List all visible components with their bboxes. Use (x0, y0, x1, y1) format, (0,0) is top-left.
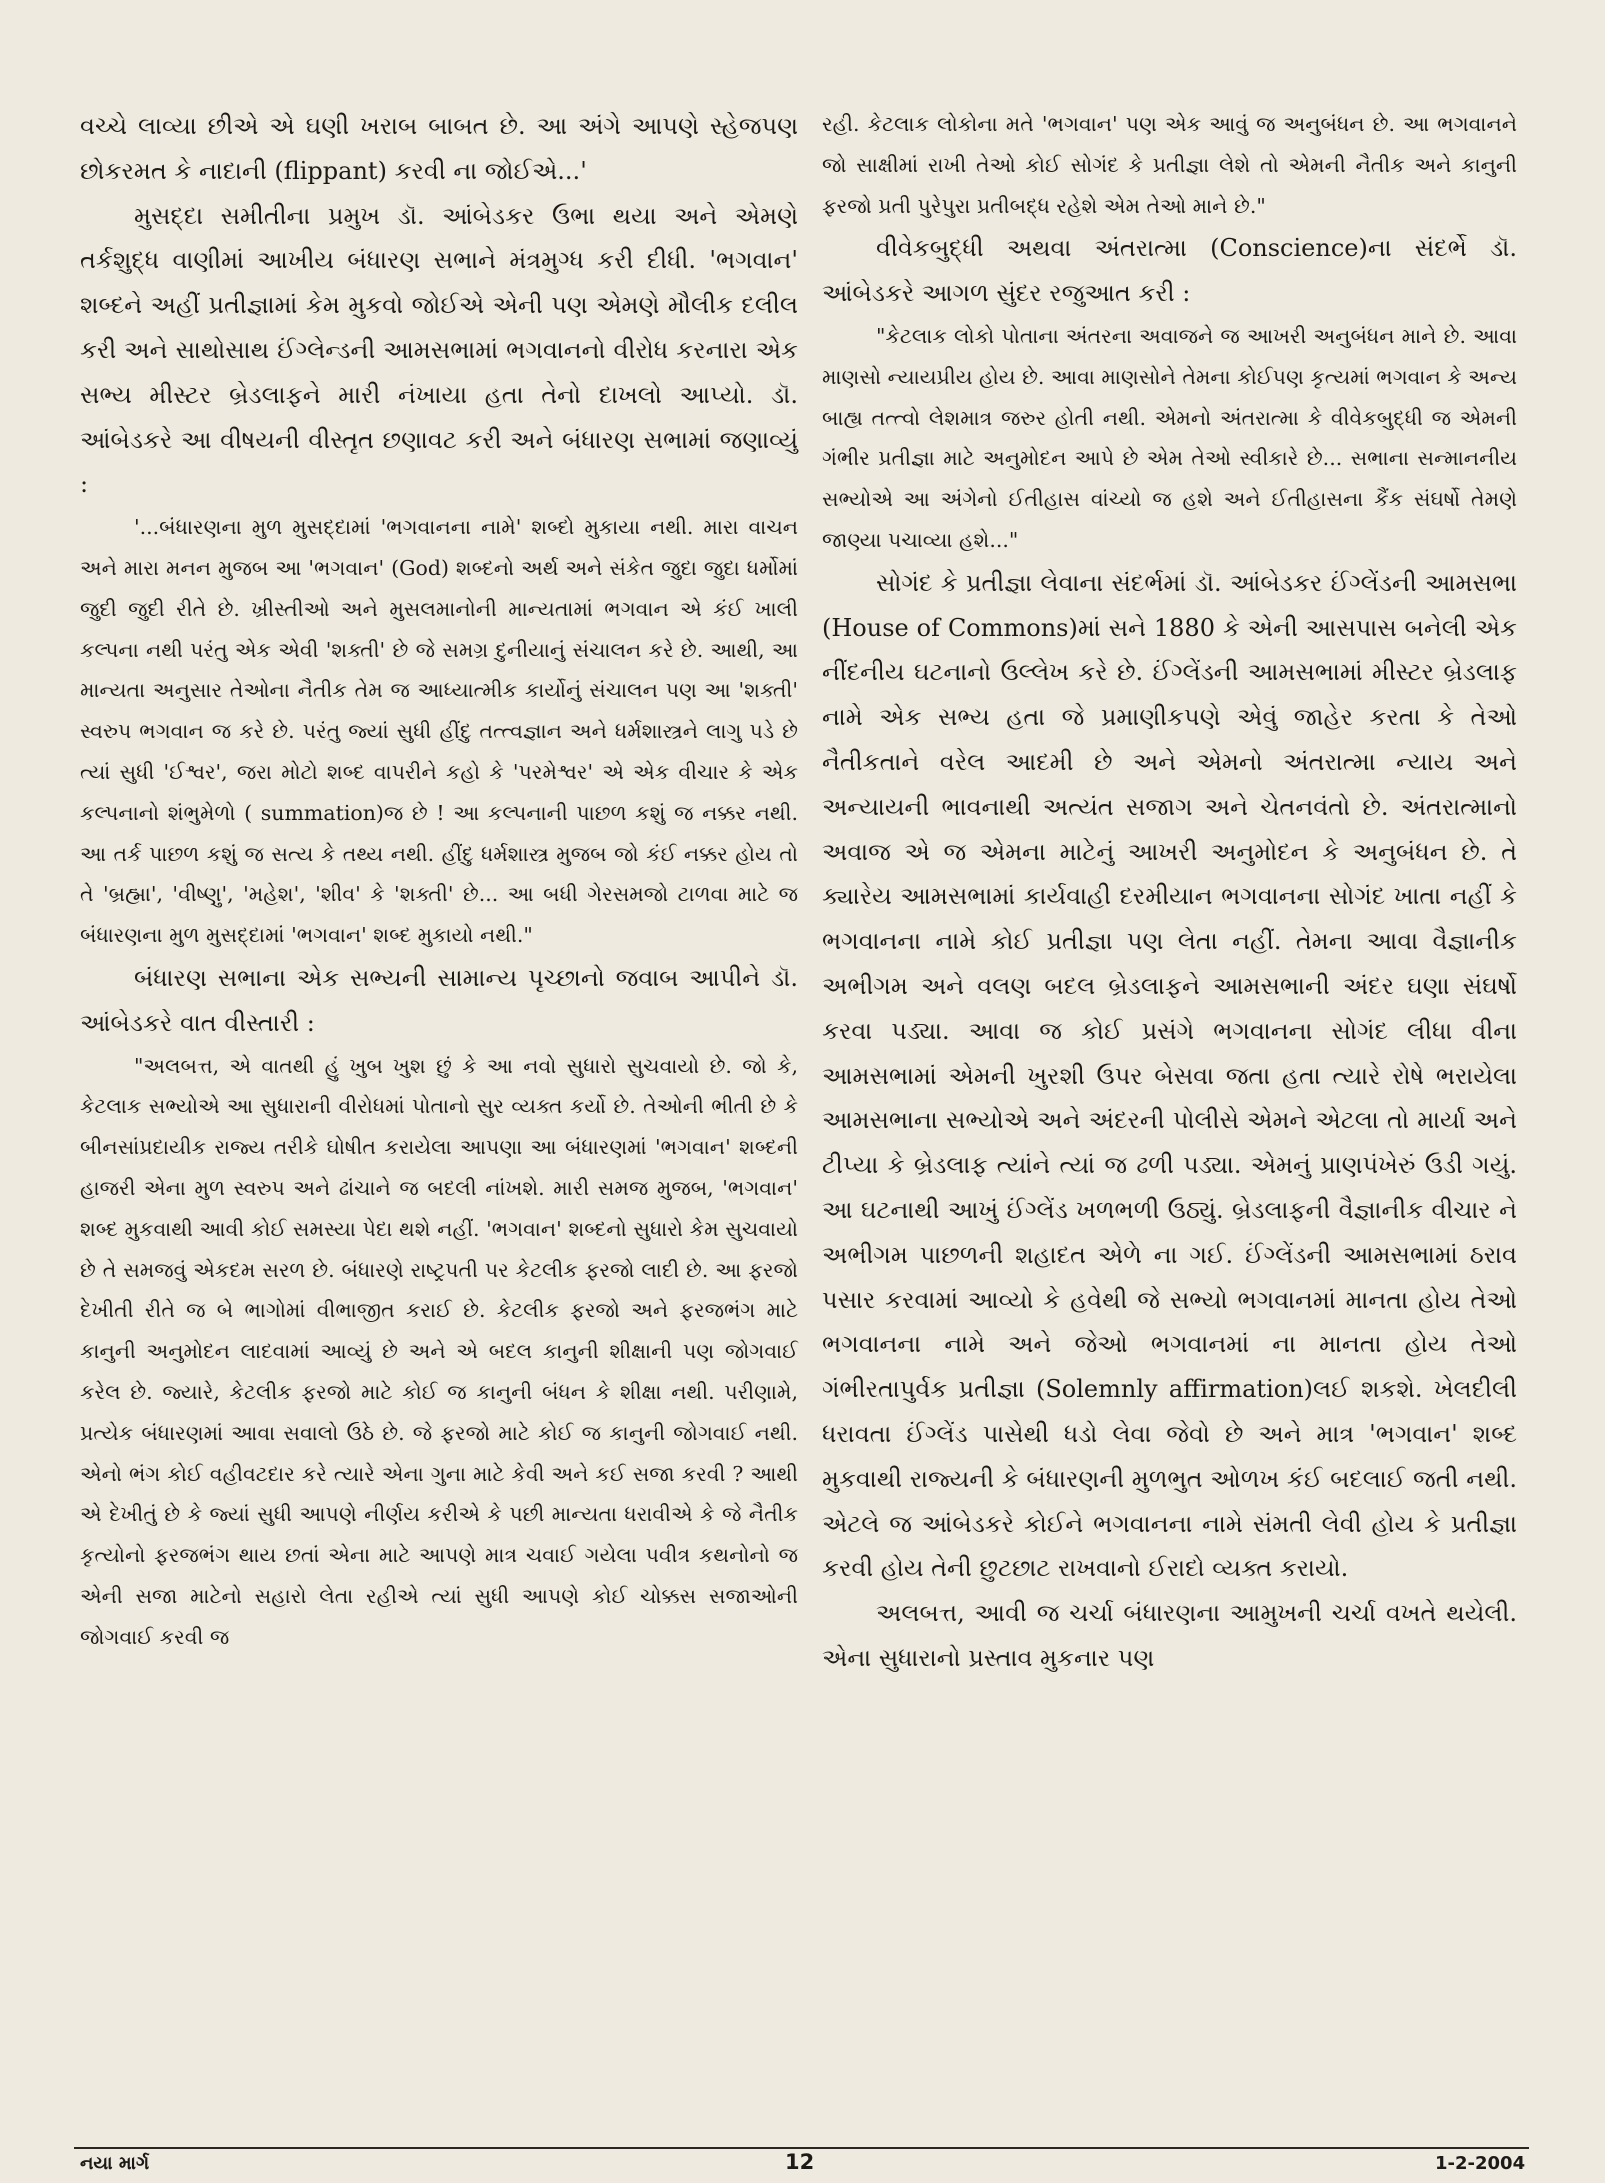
publication-name: નયા માર્ગ (80, 2153, 150, 2174)
quote-paragraph: "કેટલાક લોકો પોતાના અંતરના અવાજને જ આખરી અનુબંધન માને છે. આવા માણસો ન્યાયપ્રીય હોય છે. આવા માણસોને તેમના કોઈપણ કૃત્યમાં ભગવાન કે અન્ય બાહ્ય તત્ત્વો લેશમાત્ર જરુર હોતી નથી. એમનો અંતરાત્મા કે વીવેકબુદ્ધી જ એમની ગંભીર પ્રતીજ્ઞા માટે અનુમોદન આપે છે એમ તેઓ સ્વીકારે છે... સભાના સન્માનનીય સભ્યોએ આ અંગેનો ઈતીહાસ વાંચ્યો જ હશે અને ઈતીહાસના કૈંક સંઘર્ષો તેમણે જાણ્યા પચાવ્યા હશે..." (822, 323, 1517, 552)
paragraph: બંધારણ સભાના એક સભ્યની સામાન્ય પૃચ્છાનો જવાબ આપીને ડૉ. આંબેડકરે વાત વીસ્તારી : (80, 963, 798, 1037)
left-column (80, 104, 798, 1657)
quote-paragraph: રહી. કેટલાક લોકોના મતે 'ભગવાન' પણ એક આવું જ અનુબંધન છે. આ ભગવાનને જો સાક્ષીમાં રાખી તેઓ કોઈ સોગંદ કે પ્રતીજ્ઞા લેશે તો એમની નૈતીક અને કાનુની ફરજો પ્રતી પુરેપુરા પ્રતીબદ્ધ રહેશે એમ તેઓ માને છે." (822, 112, 1517, 218)
quote-paragraph: "અલબત્ત, એ વાતથી હું ખુબ ખુશ છું કે આ નવો સુધારો સુચવાયો છે. જો કે, કેટલાક સભ્યોએ આ સુધારાની વીરોધમાં પોતાનો સુર વ્યક્ત કર્યો છે. તેઓની ભીતી છે કે બીનસાંપ્રદાયીક રાજ્ય તરીકે ઘોષીત કરાયેલા આપણા આ બંધારણમાં 'ભગવાન' શબ્દની હાજરી એના મુળ સ્વરુપ અને ઢાંચાને જ બદલી નાંખશે. મારી સમજ મુજબ, 'ભગવાન' શબ્દ મુકવાથી આવી કોઈ સમસ્યા પેદા થશે નહીં. 'ભગવાન' શબ્દનો સુધારો કેમ સુચવાયો છે તે સમજવું એકદમ સરળ છે. બંધારણે રાષ્ટ્રપતી પર કેટલીક ફરજો લાદી છે. આ ફરજો દેખીતી રીતે જ બે ભાગોમાં વીભાજીત કરાઈ છે. કેટલીક ફરજો અને ફરજભંગ માટે કાનુની અનુમોદન લાદવામાં આવ્યું છે અને એ બદલ કાનુની શીક્ષાની પણ જોગવાઈ કરેલ છે. જ્યારે, કેટલીક ફરજો માટે કોઈ જ કાનુની બંધન કે શીક્ષા નથી. પરીણામે, પ્રત્યેક બંધારણમાં આવા સવાલો ઉઠે છે. જે ફરજો માટે કોઈ જ કાનુની જોગવાઈ નથી. એનો ભંગ કોઈ વહીવટદાર કરે ત્યારે એના ગુના માટે કેવી અને કઈ સજા કરવી ? આથી એ દેખીતું છે કે જ્યાં સુધી આપણે નીર્ણય કરીએ કે પછી માન્યતા ધરાવીએ કે જે નૈતીક કૃત્યોનો ફરજભંગ થાય છતાં એના માટે આપણે માત્ર ચવાઈ ગયેલા પવીત્ર કથનોનો જ એની સજા માટેનો સહારો લેતા રહીએ ત્યાં સુધી આપણે કોઈ ચોક્કસ સજાઓની જોગવાઈ કરવી જ (80, 1053, 798, 1649)
paragraph: અલબત્ત, આવી જ ચર્ચા બંધારણના આમુખની ચર્ચા વખતે થયેલી. એના સુધારાનો પ્રસ્તાવ મુકનાર પણ (822, 1599, 1517, 1672)
paragraph: વીવેકબુદ્ધી અથવા અંતરાત્મા (Conscience)ના સંદર્ભે ડૉ. આંબેડકરે આગળ સુંદર રજુઆત કરી : (822, 234, 1517, 308)
paragraph: વચ્ચે લાવ્યા છીએ એ ઘણી ખરાબ બાબત છે. આ અંગે આપણે સ્હેજપણ છોકરમત કે નાદાની (flippant) કરવી ના જોઈએ...' (80, 112, 798, 185)
issue-date: 1-2-2004 (1435, 2153, 1526, 2174)
paragraph: મુસદ્દા સમીતીના પ્રમુખ ડૉ. આંબેડકર ઉભા થયા અને એમણે તર્કશુદ્ધ વાણીમાં આખીય બંધારણ સભાને મંત્રમુગ્ધ કરી દીધી. 'ભગવાન' શબ્દને અહીં પ્રતીજ્ઞામાં કેમ મુકવો જોઈએ એની પણ એમણે મૌલીક દલીલ કરી અને સાથોસાથ ઈંગ્લેન્ડની આમસભામાં ભગવાનનો વીરોધ કરનારા એક સભ્ય મીસ્ટર બ્રેડલાફને મારી નંખાયા હતા તેનો દાખલો આપ્યો. ડૉ. આંબેડકરે આ વીષયની વીસ્તૃત છણાવટ કરી અને બંધારણ સભામાં જણાવ્યું : (80, 201, 798, 499)
right-column (822, 104, 1517, 1681)
paragraph: સોગંદ કે પ્રતીજ્ઞા લેવાના સંદર્ભમાં ડૉ. આંબેડકર ઈંગ્લેંડની આમસભા (House of Commons)માં સને 1880 કે એની આસપાસ બનેલી એક નીંદનીય ઘટનાનો ઉલ્લેખ કરે છે. ઈંગ્લેંડની આમસભામાં મીસ્ટર બ્રેડલાફ નામે એક સભ્ય હતા જે પ્રમાણીકપણે એવું જાહેર કરતા કે તેઓ નૈતીકતાને વરેલ આદમી છે અને એમનો અંતરાત્મા ન્યાય અને અન્યાયની ભાવનાથી અત્યંત સજાગ અને ચેતનવંતો છે. અંતરાત્માનો અવાજ એ જ એમના માટેનું આખરી અનુમોદન કે અનુબંધન છે. તે ક્યારેય આમસભામાં કાર્યવાહી દરમીયાન ભગવાનના સોગંદ ખાતા નહીં કે ભગવાનના નામે કોઈ પ્રતીજ્ઞા પણ લેતા નહીં. તેમના આવા વૈજ્ઞાનીક અભીગમ અને વલણ બદલ બ્રેડલાફને આમસભાની અંદર ઘણા સંઘર્ષો કરવા પડ્યા. આવા જ કોઈ પ્રસંગે ભગવાનના સોગંદ લીધા વીના આમસભામાં એમની ખુરશી ઉપર બેસવા જતા હતા ત્યારે રોષે ભરાયેલા આમસભાના સભ્યોએ અને અંદરની પોલીસે એમને એટલા તો માર્યા અને ટીપ્યા કે બ્રેડલાફ ત્યાંને ત્યાં જ ઢળી પડ્યા. એમનું પ્રાણપંખેરું ઉડી ગયું. આ ઘટનાથી આખું ઈંગ્લેંડ ખળભળી ઉઠ્યું. બ્રેડલાફની વૈજ્ઞાનીક વીચાર ને અભીગમ પાછળની શહાદત એળે ના ગઈ. ઈંગ્લેંડની આમસભામાં ઠરાવ પસાર કરવામાં આવ્યો કે હવેથી જે સભ્યો ભગવાનમાં માનતા હોય તેઓ ભગવાનના નામે અને જેઓ ભગવાનમાં ના માનતા હોય તેઓ ગંભીરતાપુર્વક પ્રતીજ્ઞા (Solemnly affirmation)લઈ શકશે. ખેલદીલી ધરાવતા ઈંગ્લેંડ પાસેથી ધડો લેવા જેવો છે અને માત્ર 'ભગવાન' શબ્દ મુકવાથી રાજ્યની કે બંધારણની મુળભુત ઓળખ કંઈ બદલાઈ જતી નથી. એટલે જ આંબેડકરે કોઈને ભગવાનના નામે સંમતી લેવી હોય કે પ્રતીજ્ઞા કરવી હોય તેની છુટછાટ રાખવાનો ઈરાદો વ્યક્ત કરાયો. (822, 568, 1517, 1583)
footer-divider (74, 2147, 1529, 2149)
page-number: 12 (785, 2150, 815, 2174)
quote-paragraph: '...બંધારણના મુળ મુસદ્દામાં 'ભગવાનના નામે' શબ્દો મુકાયા નથી. મારા વાચન અને મારા મનન મુજબ આ 'ભગવાન' (God) શબ્દનો અર્થ અને સંકેત જુદા જુદા ધર્મોમાં જુદી જુદી રીતે છે. ખ્રીસ્તીઓ અને મુસલમાનોની માન્યતામાં ભગવાન એ કંઈ ખાલી કલ્પના નથી પરંતુ એક એવી 'શક્તી' છે જે સમગ્ર દુનીયાનું સંચાલન કરે છે. આથી, આ માન્યતા અનુસાર તેઓના નૈતીક તેમ જ આધ્યાત્મીક કાર્યોનું સંચાલન પણ આ 'શક્તી' સ્વરુપ ભગવાન જ કરે છે. પરંતુ જ્યાં સુધી હીંદુ તત્ત્વજ્ઞાન અને ધર્મશાસ્ત્રને લાગુ પડે છે ત્યાં સુધી 'ઈશ્વર', જરા મોટો શબ્દ વાપરીને કહો કે 'પરમેશ્વર' એ એક વીચાર કે એક કલ્પનાનો શંભુમેળો ( summation)જ છે ! આ કલ્પનાની પાછળ કશું જ નક્કર નથી. આ તર્ક પાછળ કશું જ સત્ય કે તથ્ય નથી. હીંદુ ધર્મશાસ્ત્ર મુજબ જો કંઈ નક્કર હોય તો તે 'બ્રહ્મા', 'વીષ્ણુ', 'મહેશ', 'શીવ' કે 'શક્તી' છે... આ બધી ગેરસમજો ટાળવા માટે જ બંધારણના મુળ મુસદ્દામાં 'ભગવાન' શબ્દ મુકાયો નથી." (80, 515, 798, 948)
